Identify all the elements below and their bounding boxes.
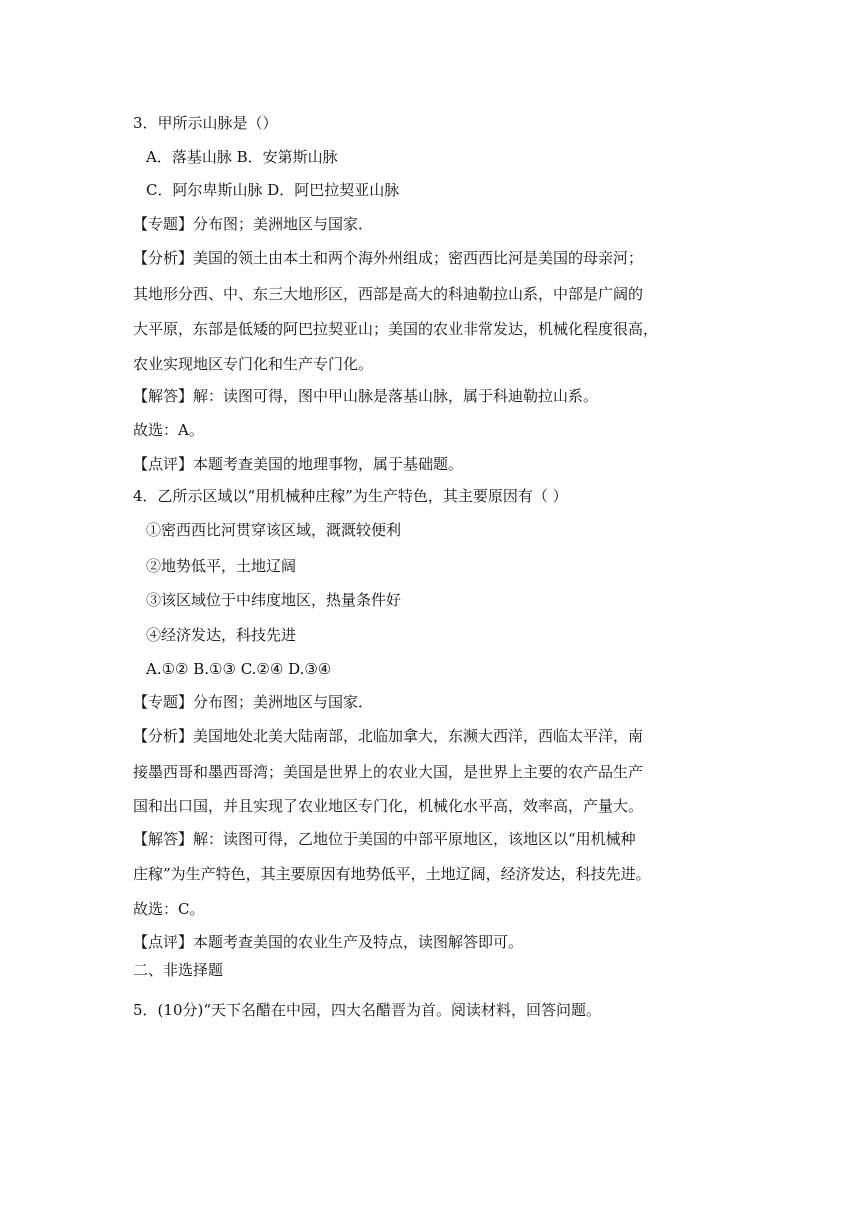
- q3-review: 【点评】本题考查美国的地理事物，属于基础题。: [133, 455, 464, 473]
- q3-stem: 3．甲所示山脉是（）: [133, 114, 278, 132]
- q3-analysis-line-2: 其地形分西、中、东三大地形区，西部是高大的科迪勒拉山系，中部是广阔的: [133, 285, 644, 303]
- q4-answer-line-1: 【解答】解：读图可得，乙地位于美国的中部平原地区，该地区以“用机械种: [133, 830, 636, 848]
- q4-item-1: ①密西西比河贯穿该区域，溉溉较便利: [146, 521, 402, 539]
- q4-analysis-line-2: 接墨西哥和墨西哥湾；美国是世界上的农业大国，是世界上主要的农产品生产: [133, 763, 644, 781]
- section-title: 二、非选择题: [133, 961, 224, 979]
- q3-options-cd: C．阿尔卑斯山脉 D．阿巴拉契亚山脉: [146, 181, 400, 199]
- q5-stem: 5．(10分)“天下名醋在中园，四大名醋晋为首。阅读材料，回答问题。: [133, 1001, 602, 1019]
- q4-stem: 4．乙所示区域以“用机械种庄稼”为生产特色，其主要原因有（ ）: [133, 487, 568, 505]
- q4-topic: 【专题】分布图；美洲地区与国家．: [133, 693, 374, 711]
- q4-item-4: ④经济发达，科技先进: [146, 626, 297, 644]
- q4-options: A.①② B.①③ C.②④ D.③④: [146, 660, 332, 678]
- q4-choice: 故选：C。: [133, 900, 205, 918]
- q3-topic: 【专题】分布图；美洲地区与国家．: [133, 215, 374, 233]
- q3-analysis-line-4: 农业实现地区专门化和生产专门化。: [133, 355, 374, 373]
- q4-item-3: ③该区域位于中纬度地区，热量条件好: [146, 591, 402, 609]
- q4-item-2: ②地势低平，土地辽阔: [146, 557, 297, 575]
- q4-answer-line-2: 庄稼”为生产特色，其主要原因有地势低平，土地辽阔，经济发达，科技先进。: [133, 865, 651, 883]
- q4-review: 【点评】本题考查美国的农业生产及特点，读图解答即可。: [133, 933, 524, 951]
- q4-analysis-line-1: 【分析】美国地处北美大陆南部，北临加拿大，东濒大西洋，西临太平洋，南: [133, 727, 644, 745]
- q3-choice: 故选：A。: [133, 421, 204, 439]
- q3-analysis-line-1: 【分析】美国的领土由本土和两个海外州组成；密西西比河是美国的母亲河；: [133, 249, 644, 267]
- q3-answer: 【解答】解：读图可得，图中甲山脉是落基山脉，属于科迪勒拉山系。: [133, 387, 599, 405]
- q3-options-ab: A．落基山脉 B．安第斯山脉: [146, 148, 338, 166]
- q3-analysis-line-3: 大平原，东部是低矮的阿巴拉契亚山；美国的农业非常发达，机械化程度很高，: [133, 320, 659, 338]
- q4-analysis-line-3: 国和出口国，并且实现了农业地区专门化，机械化水平高，效率高，产量大。: [133, 797, 644, 815]
